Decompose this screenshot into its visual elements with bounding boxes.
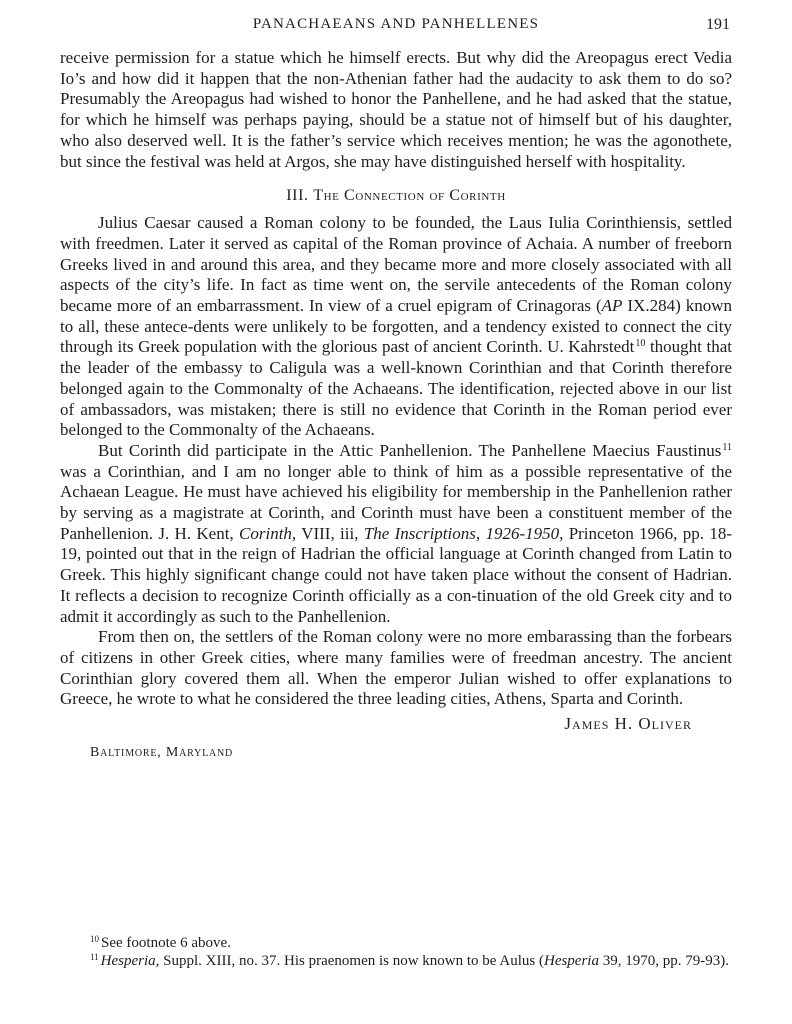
author-location: Baltimore, Maryland bbox=[90, 745, 234, 761]
paragraph-3-text-b: was a Corinthian, and I am no longer able to think of him as a possible representative of the Achaean League. He must have achieved his eligibility for membership in the Panhellenion rather by serving as a magistrate at Corinth, and Corinth must have been a constituent member of the Panhellenion. J. H. Kent, bbox=[60, 461, 732, 543]
running-title: PANACHAEANS AND PANHELLENES bbox=[252, 16, 540, 32]
author-signature: James H. Oliver bbox=[564, 714, 692, 734]
footnote-ref-10[interactable]: 10 bbox=[635, 338, 646, 350]
paragraph-2 bbox=[60, 213, 732, 441]
paragraph-3-text-d: Princeton 1966, pp. 18-19, pointed out that in the reign of Hadrian the official language at Corinth changed from Latin to Greek. This highly significant change could not have taken place without the consent of Hadrian. It reflects a decision to recognize Corinth officially as a con-tinuation of the old Greek city and to admit it accordingly as such to the Panhellenion. bbox=[60, 523, 732, 626]
paragraph-3-text-a: But Corinth did participate in the Attic Panhellenion. The Panhellene Maecius Faustinus bbox=[98, 440, 722, 460]
running-head bbox=[60, 14, 732, 38]
hesperia-title: Hesperia, bbox=[100, 953, 160, 969]
inscriptions-title: The Inscriptions, 1926-1950, bbox=[363, 523, 564, 543]
footnote-10-text: See footnote 6 above. bbox=[101, 935, 231, 951]
paragraph-2-text-c: thought that the leader of the embassy to Caligula was a well-known Corinthian and that Corinth therefore belonged again to the Commonalty of the Achaeans. The identification, rejected above in our list of ambassadors, was mistaken; there is still no evidence that Corinth in the Roman period ever belonged to the Commonalty of the Achaeans. bbox=[60, 337, 732, 440]
section-heading bbox=[60, 186, 732, 206]
article-body bbox=[60, 48, 732, 763]
footnote-ref-11[interactable]: 11 bbox=[722, 441, 732, 453]
footnote-10 bbox=[60, 934, 732, 952]
paragraph-1: receive permission for a statue which he himself erects. But why did the Areopagus erect Vedia Io’s and how did it happen that the non-Athenian father had the audacity to ask them to do so? Presumably the Areopagus had wished to honor the Panhellene, and he had asked that the statue, for which he himself was perhaps paying, should be a statue not of himself but of his daughter, who also deserved well. It is the father’s service which receives mention; he was the agonothete, but since the festival was held at Argos, she may have distinguished herself with hospitality. bbox=[60, 48, 732, 171]
ap-citation: AP bbox=[601, 296, 623, 316]
section-title: The Connection of Corinth bbox=[313, 187, 506, 205]
section-numeral: III. bbox=[286, 187, 309, 205]
footnote-mark-10: 10 bbox=[90, 934, 99, 944]
footnote-11-text-b: 39, 1970, pp. 79-93). bbox=[598, 953, 729, 969]
corinth-title: Corinth, bbox=[239, 523, 297, 543]
page-number: 191 bbox=[706, 16, 730, 33]
paragraph-2-text-b: IX.284) known to all, these antece-dents were unlikely to be forgotten, and a tendency existed to connect the city through its Greek population with the glorious past of ancient Corinth. U. Kahrstedt bbox=[60, 296, 732, 357]
footnote-11-text-a: Suppl. XIII, no. 37. His praenomen is now known to be Aulus ( bbox=[159, 953, 544, 969]
footnote-11 bbox=[60, 952, 732, 970]
paragraph-4: From then on, the settlers of the Roman colony were no more embarassing than the forbears of citizens in other Greek cities, where many families were of freedman ancestry. The ancient Corinthian glory covered them all. When the emperor Julian wished to offer explanations to Greece, he wrote to what he considered the three leading cities, Athens, Sparta and Corinth. bbox=[60, 627, 732, 709]
paragraph-3-text-c: VIII, iii, bbox=[296, 523, 364, 543]
paragraph-2-text-a: Julius Caesar caused a Roman colony to be founded, the Laus Iulia Corinthiensis, settled with freedmen. Later it served as capital of the Roman province of Achaia. A number of freeborn Greeks lived in and around this area, and they became more and more closely associated with all aspects of the city’s life. In fact as time went on, the servile antecedents of the Roman colony became more of an embarrassment. In view of a cruel epigram of Crinagoras ( bbox=[60, 213, 732, 316]
hesperia-title-2: Hesperia bbox=[543, 953, 599, 969]
footnote-mark-11: 11 bbox=[90, 952, 99, 962]
footnotes bbox=[60, 934, 732, 970]
paragraph-3 bbox=[60, 441, 732, 627]
